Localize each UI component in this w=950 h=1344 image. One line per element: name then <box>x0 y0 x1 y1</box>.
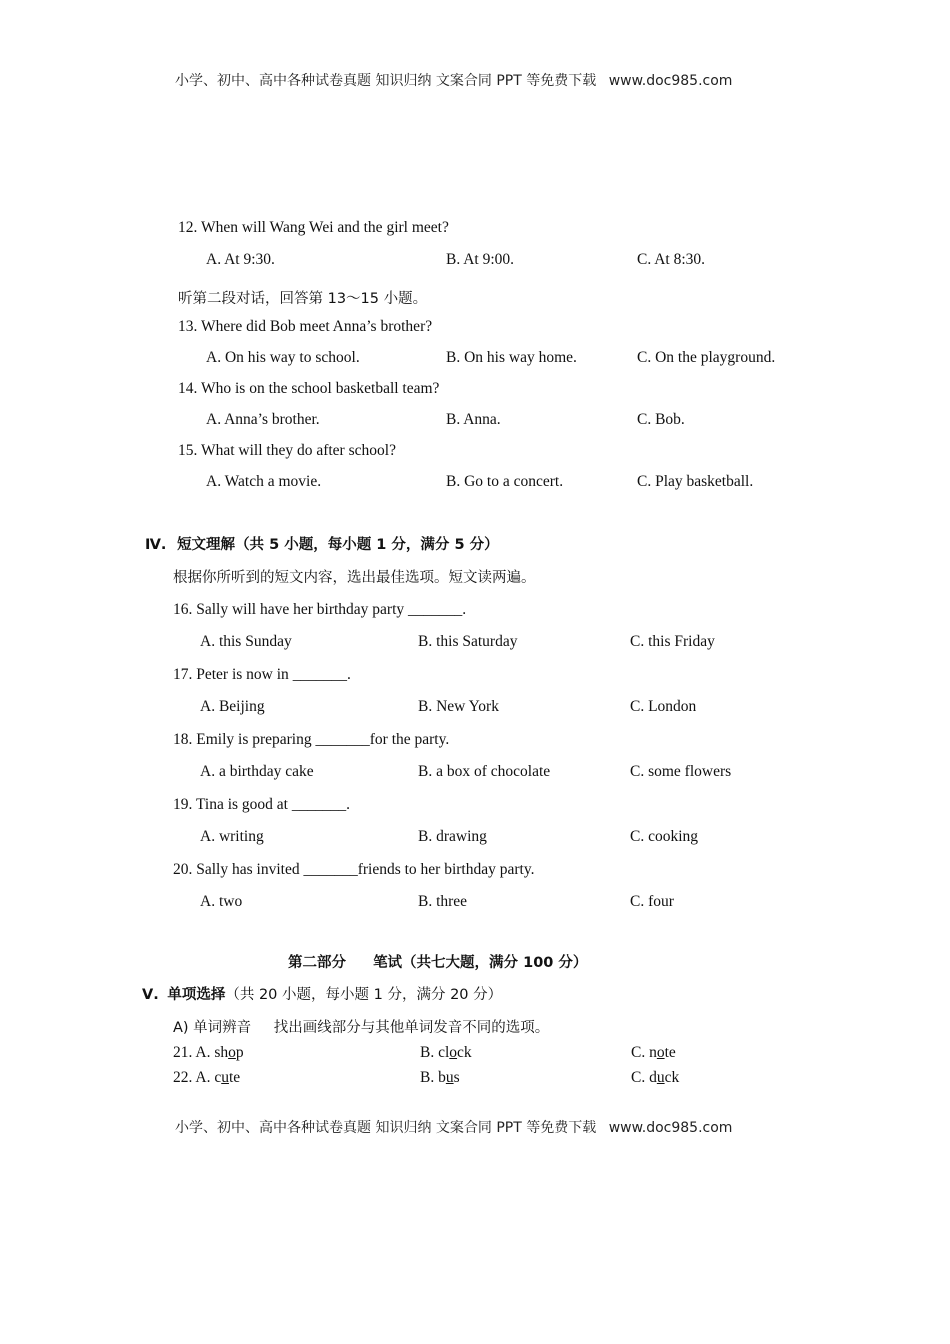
q21-c-pre: C. n <box>631 1044 657 1061</box>
footer-url: www.doc985.com <box>608 1120 733 1136</box>
subsection-a-heading <box>173 1016 549 1037</box>
q19-stem-post: _. <box>338 796 350 813</box>
page-footer <box>175 1117 732 1137</box>
q13-option-c: C. On the playground. <box>637 349 776 366</box>
header-text: 小学、初中、高中各种试卷真题 知识归纳 文案合同 PPT 等免费下载 <box>175 73 597 89</box>
q21-a-underlined: o <box>228 1044 236 1061</box>
q17-stem-post: _. <box>339 666 351 683</box>
part-2-heading <box>288 951 587 972</box>
q17-stem-pre: 17. Peter is now in <box>173 666 293 683</box>
q20-blank: _______ <box>303 861 358 878</box>
section-4-title: 短文理解 <box>177 537 236 553</box>
subsection-a-title: A) 单词辨音 <box>173 1020 252 1036</box>
q20-stem-pre: 20. Sally has invited <box>173 861 304 878</box>
q22-option-c <box>631 1069 679 1087</box>
page-header <box>175 70 732 90</box>
q18-stem-pre: 18. Emily is preparing <box>173 731 316 748</box>
q14-option-b: B. Anna. <box>446 411 501 428</box>
q22-c-pre: C. d <box>631 1069 657 1086</box>
q20-option-b: B. three <box>418 893 468 910</box>
q17-option-b: B. New York <box>418 698 499 715</box>
q19-option-c: C. cooking <box>630 828 699 845</box>
q20-option-a: A. two <box>200 893 243 910</box>
q18-option-a: A. a birthday cake <box>200 763 314 780</box>
question-15: 15. What will they do after school? <box>178 442 396 459</box>
question-20 <box>173 861 534 879</box>
dialogue-2-instruction: 听第二段对话，回答第 13～15 小题。 <box>178 291 428 307</box>
q12-option-a: A. At 9:30. <box>206 251 275 268</box>
question-17 <box>173 666 351 684</box>
section-4-instruction: 根据你所听到的短文内容，选出最佳选项。短文读两遍。 <box>173 570 536 586</box>
q19-stem-pre: 19. Tina is good at <box>173 796 292 813</box>
q16-blank: _______ <box>408 601 463 618</box>
q12-option-c: C. At 8:30. <box>637 251 706 268</box>
q22-a-post: te <box>228 1069 241 1086</box>
q21-option-b <box>420 1044 472 1062</box>
q15-option-c: C. Play basketball. <box>637 473 754 490</box>
q21-c-post: te <box>664 1044 676 1061</box>
question-14: 14. Who is on the school basketball team? <box>178 380 440 397</box>
question-13: 13. Where did Bob meet Anna’s brother? <box>178 318 433 335</box>
q16-stem-post: . <box>462 601 467 618</box>
footer-text: 小学、初中、高中各种试卷真题 知识归纳 文案合同 PPT 等免费下载 <box>175 1120 597 1136</box>
section-5-title: 单项选择 <box>167 987 226 1003</box>
q19-option-a: A. writing <box>200 828 264 845</box>
q13-option-a: A. On his way to school. <box>206 349 360 366</box>
q22-b-post: s <box>453 1069 460 1086</box>
q21-b-pre: B. cl <box>420 1044 450 1061</box>
q16-option-c: C. this Friday <box>630 633 715 650</box>
question-16 <box>173 601 466 619</box>
q22-option-b <box>420 1069 460 1087</box>
section-5-score: （共 20 小题，每小题 1 分，满分 20 分） <box>225 987 503 1003</box>
question-18 <box>173 731 449 749</box>
q17-option-a: A. Beijing <box>200 698 265 715</box>
q18-blank: _______ <box>315 731 370 748</box>
q17-blank: ______ <box>292 666 340 683</box>
q16-option-b: B. this Saturday <box>418 633 518 650</box>
q16-stem-pre: 16. Sally will have her birthday party <box>173 601 409 618</box>
q13-option-b: B. On his way home. <box>446 349 577 366</box>
part-2-subtitle: 笔试（共七大题，满分 100 分） <box>373 955 588 971</box>
q22-c-underlined: u <box>656 1069 665 1086</box>
q15-option-a: A. Watch a movie. <box>206 473 322 490</box>
q22-c-post: ck <box>664 1069 680 1086</box>
q18-stem-post: for the party. <box>369 731 450 748</box>
section-4-score: （共 5 小题，每小题 1 分，满分 5 分） <box>235 537 499 553</box>
q21-a-post: p <box>235 1044 244 1061</box>
q22-b-pre: B. b <box>420 1069 446 1086</box>
q22-b-underlined: u <box>445 1069 454 1086</box>
q17-option-c: C. London <box>630 698 697 715</box>
section-4-heading <box>145 533 499 554</box>
q21-b-post: ck <box>457 1044 472 1061</box>
q22-a-pre: 22. A. c <box>173 1069 222 1086</box>
header-url: www.doc985.com <box>608 73 733 89</box>
q18-option-b: B. a box of chocolate <box>418 763 551 780</box>
q20-stem-post: friends to her birthday party. <box>357 861 535 878</box>
q15-option-b: B. Go to a concert. <box>446 473 564 490</box>
q21-c-underlined: o <box>656 1044 665 1061</box>
q19-option-b: B. drawing <box>418 828 487 845</box>
q18-option-c: C. some flowers <box>630 763 732 780</box>
question-12: 12. When will Wang Wei and the girl meet? <box>178 219 449 236</box>
q21-b-underlined: o <box>449 1044 458 1061</box>
q21-option-c <box>631 1044 676 1062</box>
q21-option-a <box>173 1044 244 1062</box>
section-5-numeral: Ⅴ. <box>142 987 159 1003</box>
q21-a-pre: 21. A. sh <box>173 1044 229 1061</box>
section-5-heading <box>142 983 502 1004</box>
q22-a-underlined: u <box>221 1069 229 1086</box>
section-4-numeral: Ⅳ. <box>145 537 167 553</box>
question-19 <box>173 796 350 814</box>
q20-option-c: C. four <box>630 893 674 910</box>
q22-option-a <box>173 1069 240 1087</box>
q19-blank: ______ <box>291 796 339 813</box>
q16-option-a: A. this Sunday <box>200 633 292 650</box>
part-2-title: 第二部分 <box>288 955 346 971</box>
q12-option-b: B. At 9:00. <box>446 251 515 268</box>
q14-option-c: C. Bob. <box>637 411 685 428</box>
subsection-a-instruction: 找出画线部分与其他单词发音不同的选项。 <box>273 1020 550 1036</box>
q14-option-a: A. Anna’s brother. <box>206 411 320 428</box>
